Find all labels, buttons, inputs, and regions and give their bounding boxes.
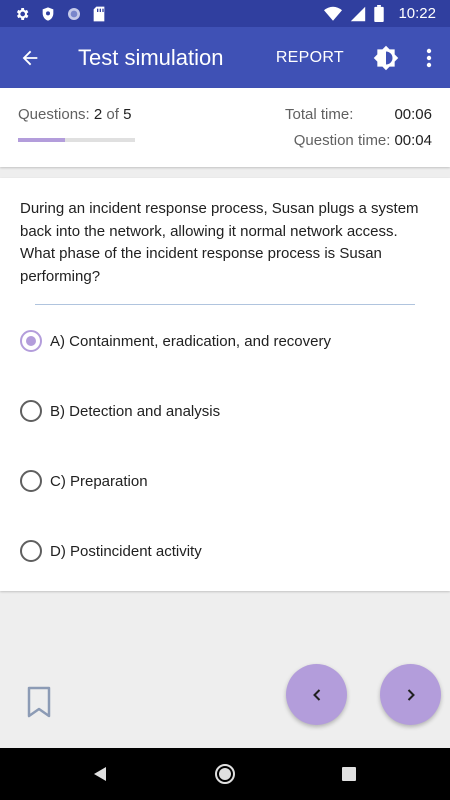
app-bar (0, 27, 450, 88)
question-time-label: Question time: (293, 132, 391, 149)
theme-toggle-button[interactable] (366, 38, 406, 78)
page-title: Test simulation (78, 44, 224, 70)
questions-label: Questions: (18, 106, 90, 123)
radio-button[interactable] (20, 470, 42, 492)
arrow-back-icon (19, 47, 41, 69)
next-question-button[interactable] (380, 664, 441, 725)
nav-back-button[interactable] (75, 748, 125, 800)
radio-button[interactable] (20, 330, 42, 352)
more-vert-icon (426, 48, 432, 68)
bookmark-outline-icon (26, 686, 52, 718)
sd-card-icon (92, 6, 106, 22)
progress-bar (18, 138, 135, 142)
question-text: During an incident response process, Susan plugs a system back into the network, allowing it normal network access. What phase of the incident response process is Susan performing? (20, 200, 419, 285)
report-button[interactable]: REPORT (275, 48, 344, 66)
radio-button[interactable] (20, 400, 42, 422)
divider (35, 304, 415, 305)
status-left-icons (14, 6, 106, 22)
question-card (0, 178, 450, 591)
chevron-left-icon (310, 687, 324, 703)
answer-option-c[interactable] (20, 468, 148, 494)
status-right-icons (324, 5, 436, 22)
nav-back-icon (93, 766, 107, 782)
answer-option-b[interactable] (20, 398, 220, 424)
bookmark-button[interactable] (26, 686, 52, 718)
option-label: B) Detection and analysis (50, 402, 221, 420)
total-time-label: Total time: (285, 106, 354, 123)
nav-home-button[interactable] (200, 748, 250, 800)
sync-icon (66, 6, 82, 22)
nav-home-icon (214, 763, 236, 785)
option-label: A) Containment, eradication, and recovery (50, 332, 331, 350)
brightness-icon (373, 45, 399, 71)
question-counter (18, 106, 131, 123)
shield-icon (40, 6, 56, 22)
answer-option-a[interactable] (20, 328, 331, 354)
answer-option-d[interactable] (20, 538, 202, 564)
battery-icon (374, 5, 384, 22)
question-time-row (294, 132, 432, 149)
total-question-count: 5 (123, 106, 132, 123)
of-word: of (106, 106, 119, 123)
back-button[interactable] (0, 27, 60, 88)
current-question-number: 2 (93, 106, 103, 123)
settings-icon (14, 6, 30, 22)
system-navigation-bar (0, 748, 450, 800)
nav-recents-button[interactable] (324, 748, 374, 800)
nav-recents-icon (342, 767, 356, 781)
progress-card (0, 88, 450, 167)
status-time: 10:22 (398, 5, 436, 22)
total-time-row (285, 106, 432, 123)
question-time-value: 00:04 (394, 132, 432, 149)
more-options-button[interactable] (414, 38, 444, 78)
total-time-value: 00:06 (394, 106, 432, 123)
progress-bar-fill (18, 138, 65, 142)
chevron-right-icon (404, 687, 418, 703)
previous-question-button[interactable] (286, 664, 347, 725)
status-bar (0, 0, 450, 27)
option-label: C) Preparation (50, 472, 148, 490)
radio-button[interactable] (20, 540, 42, 562)
option-label: D) Postincident activity (50, 542, 202, 560)
signal-icon (350, 6, 366, 22)
wifi-icon (324, 6, 342, 22)
